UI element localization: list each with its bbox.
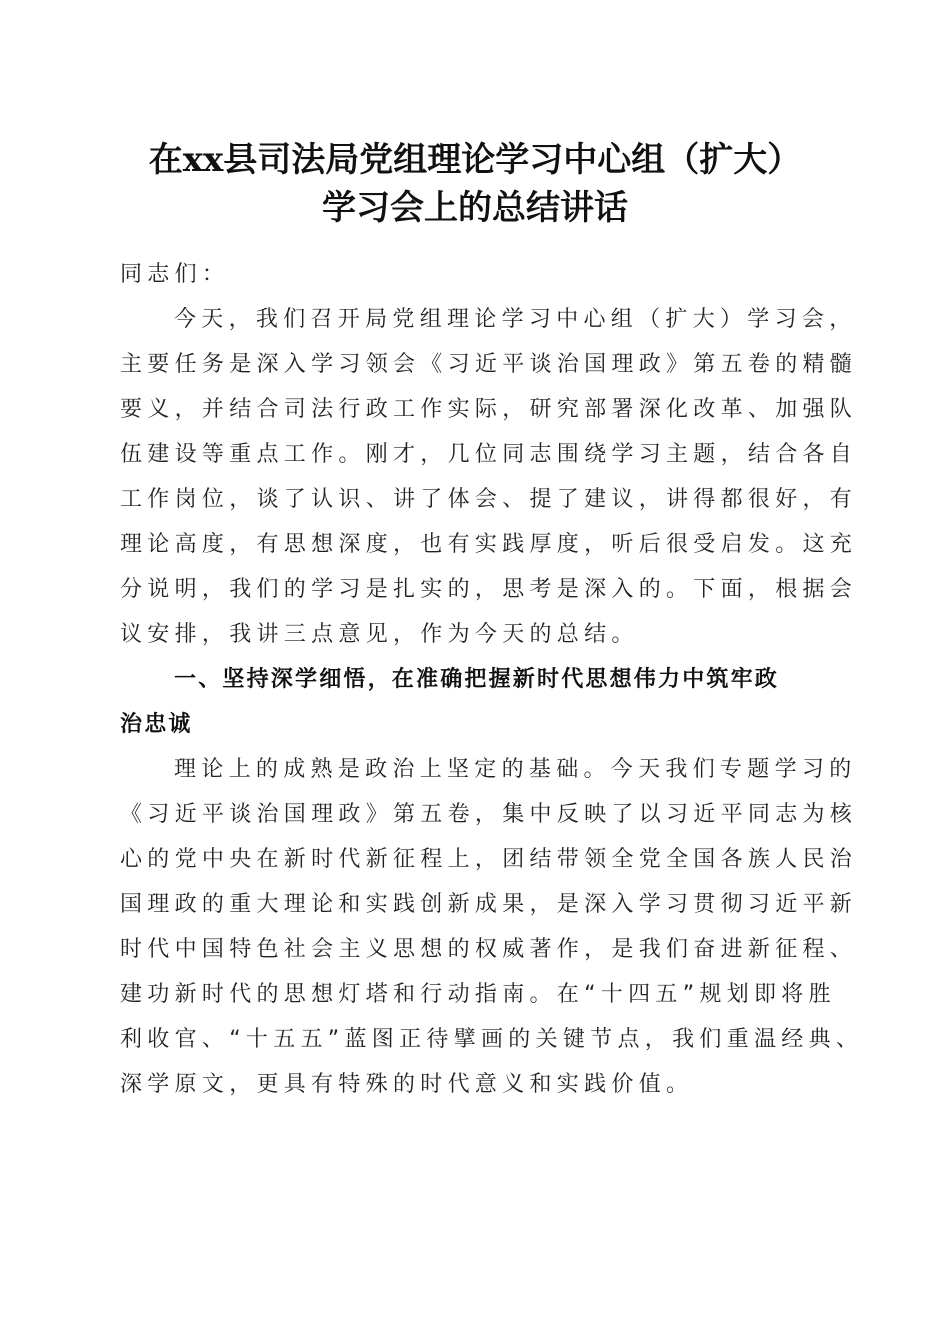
section-heading-line: 治忠诚 (120, 712, 193, 737)
paragraph-2-line: 利收官、“十五五”蓝图正待擘画的关键节点，我们重温经典、 (120, 1027, 864, 1052)
paragraph-1-line: 今天，我们召开局党组理论学习中心组（扩大）学习会， (174, 307, 857, 332)
paragraph-2-line: 心的党中央在新时代新征程上，团结带领全党全国各族人民治 (120, 847, 858, 872)
paragraph-2-line: 《习近平谈治国理政》第五卷，集中反映了以习近平同志为核 (120, 802, 858, 827)
document-body (120, 252, 864, 1107)
title-line-2: 学习会上的总结讲话 (322, 188, 628, 228)
paragraph-1-line: 分说明，我们的学习是扎实的，思考是深入的。下面，根据会 (120, 577, 858, 602)
paragraph-2 (120, 747, 864, 1107)
paragraph-1-line: 议安排，我讲三点意见，作为今天的总结。 (120, 622, 639, 647)
paragraph-2-line: 国理政的重大理论和实践创新成果，是深入学习贯彻习近平新 (120, 892, 858, 917)
paragraph-1-line: 伍建设等重点工作。刚才，几位同志围绕学习主题，结合各自 (120, 442, 858, 467)
title-line-1: 在xx县司法局党组理论学习中心组（扩大） (148, 140, 802, 180)
paragraph-2-line: 深学原文，更具有特殊的时代意义和实践价值。 (120, 1072, 694, 1097)
paragraph-2-line: 建功新时代的思想灯塔和行动指南。在“十四五”规划即将胜 (120, 982, 836, 1007)
paragraph-1 (120, 297, 858, 657)
paragraph-1-line: 主要任务是深入学习领会《习近平谈治国理政》第五卷的精髓 (120, 352, 858, 377)
paragraph-1-line: 理论高度，有思想深度，也有实践厚度，听后很受启发。这充 (120, 532, 858, 557)
paragraph-1-line: 要义，并结合司法行政工作实际，研究部署深化改革、加强队 (120, 397, 858, 422)
paragraph-2-line: 时代中国特色社会主义思想的权威著作，是我们奋进新征程、 (120, 937, 858, 962)
document-title (0, 136, 950, 232)
paragraph-2-line: 理论上的成熟是政治上坚定的基础。今天我们专题学习的 (174, 757, 857, 782)
section-heading-line: 一、坚持深学细悟，在准确把握新时代思想伟力中筑牢政 (174, 667, 780, 692)
paragraph-1-line: 工作岗位，谈了认识、讲了体会、提了建议，讲得都很好，有 (120, 487, 858, 512)
section-heading-1 (120, 657, 840, 747)
salutation: 同志们： (120, 262, 230, 287)
